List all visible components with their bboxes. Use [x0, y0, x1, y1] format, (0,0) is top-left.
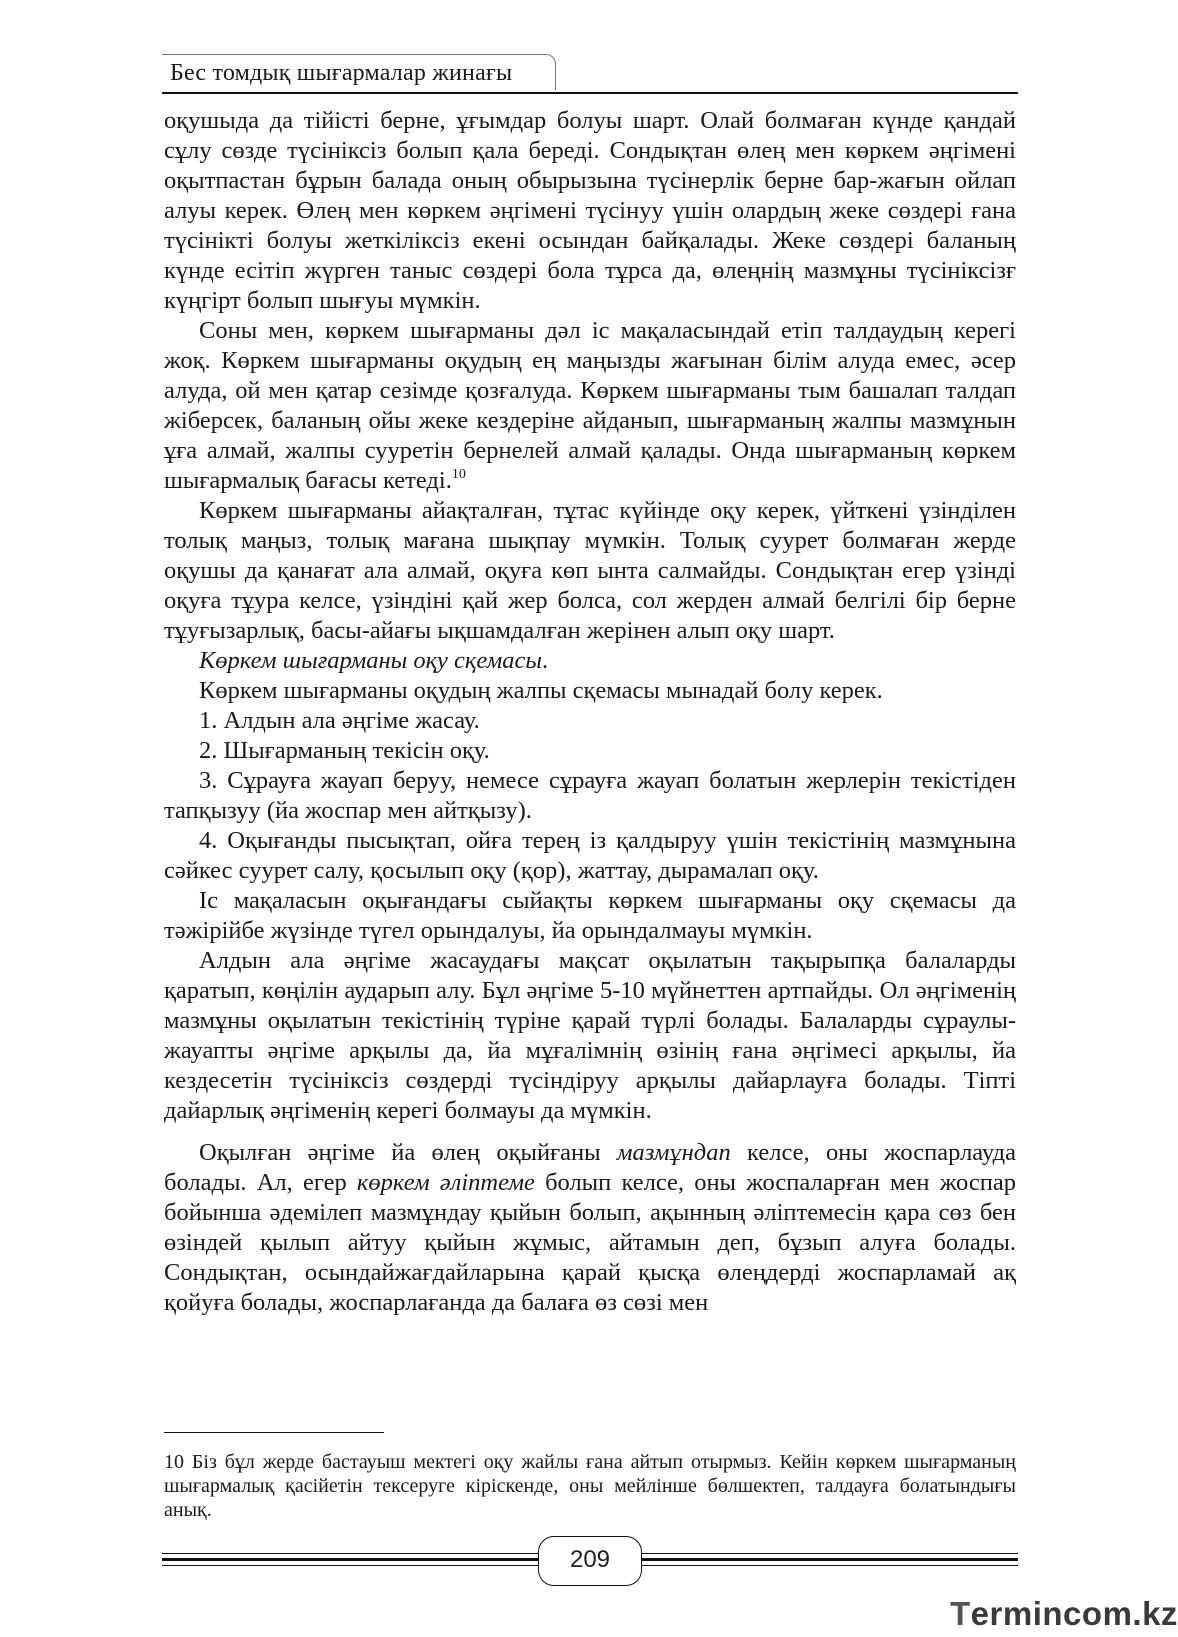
page-number-rule	[636, 1558, 1018, 1561]
footnote-10: 10 Біз бұл жерде бастауыш мектегі оқу жайлы ғана айтып отырмыз. Кейін көркем шығарманың шығармалық қасійетін тексеруге кірiскенде, оны мейлінше бөлшектеп, талдауға болатындығы анық.	[164, 1451, 1016, 1521]
footnote-rule	[164, 1432, 384, 1433]
watermark-t: T	[950, 1595, 971, 1632]
list-item: 3. Сұрауға жауап беруу, немесе сұрауға жауап болатын жерлерін текістіден тапқызуу (йа жоспар мен айтқызу).	[164, 767, 1016, 824]
paragraph-4: Іс мақаласын оқығандағы сыйақты көркем шығарманы оқу сқемасы да тәжірійбе жүзінде түгел орындалуы, йа орындалмауы мүмкін.	[164, 887, 1016, 944]
paragraph-6-part-b: келсе, оны жоспарлауда болады. Ал, егер	[164, 1139, 1016, 1196]
scheme-intro: Көркем шығарманы оқудың жалпы сқемасы мынадай болу керек.	[199, 677, 883, 704]
footnote-ref[interactable]: 10	[451, 467, 466, 482]
list-item: 1. Алдын ала әңгіме жасау.	[199, 707, 480, 734]
header-rule	[162, 92, 1018, 94]
paragraph-6-emphasis-1: мазмұндап	[616, 1139, 731, 1166]
watermark-mid: erminc	[970, 1595, 1082, 1632]
page-number-rule	[162, 1553, 542, 1554]
paragraph-3: Көркем шығарманы айақталған, тұтас күйінде оқу керек, үйткені үзінділен толық маңыз, толық мағана шықпау мүмкін. Толық суурет болмаған жерде оқушы да қанағат ала алмай, оқуға көп ынта салмайды. Сондықтан егер үзінді оқуға тұура келсе, үзіндіні қай жер болса, сол жерден алмай белгілі бір берне тұуғызарлық, басы-айағы ықшамдалған жерінен алып оқу шарт.	[164, 497, 1016, 644]
paragraph-2-text: Соны мен, көркем шығарманы дәл іс мақаласындай етіп талдаудың керегі жоқ. Көркем шығарманы оқудың ең маңызды жағынан білім алуда емес, әсер алуда, ой мен қатар сезімде қозғалуда. Көркем шығарманы тым башалап талдап жіберсек, баланың ойы жеке кездеріне айданып, шығарманың жалпы мазмұнын ұға алмай, жалпы сууретін бернелей алмай қалады. Онда шығарманың көркем шығармалық бағасы кетеді.	[164, 317, 1016, 494]
watermark-suffix: m.kz	[1102, 1595, 1178, 1632]
scheme-heading-punct: .	[542, 647, 549, 674]
page-number-rule	[636, 1553, 1018, 1554]
watermark-logo	[950, 1596, 1178, 1632]
page-number: 209	[538, 1536, 642, 1586]
paragraph-2	[164, 316, 1016, 496]
page-number-rule	[636, 1565, 1018, 1566]
scheme-heading	[164, 646, 1016, 676]
paragraph-5: Алдын ала әңгіме жасаудағы мақсат оқылатын тақырыпқа балаларды қаратып, көңілін аударып алу. Бұл әңгіме 5-10 мүйнеттен артпайды. Ол әңгіменің мазмұны оқылатын текістінің түріне қарай түрлі болады. Балаларды сұраулы-жауапты әңгіме арқылы да, йа мұғалімнің өзінің ғана әңгімесі арқылы, йа кездесетін түсініксіз сөздерді түсіндіруу арқылы дайарлауға болады. Тіпті дайарлық әңгіменің керегі болмауы да мүмкін.	[164, 947, 1016, 1124]
watermark-o: o	[1081, 1595, 1103, 1632]
running-header-title: Бес томдық шығармалар жинағы	[170, 60, 513, 86]
paragraph-1: оқушыда да тійісті берне, ұғымдар болуы шарт. Олай болмаған күнде қандай сұлу сөзде түсініксіз болып қала береді. Сондықтан өлең мен көркем әңгімені оқытпастан бұрын балада оның обырызына түсінерлік берне бар-жағын ойлап алуы керек. Өлең мен көркем әңгімені түсінуу үшін олардың жеке сөздері ғана түсінікті болуы жеткіліксіз екені осындан байқалады. Жеке сөздері баланың күнде есітіп жүрген таныс сөздері бола тұрса да, өлеңнің мазмұны түсініксізғ күңгірт болып шығуы мүмкін.	[164, 107, 1016, 314]
body-text	[164, 106, 1016, 1318]
paragraph-6-part-a: Оқылған әңгіме йа өлең оқыйғаны	[199, 1139, 617, 1166]
paragraph-6	[164, 1138, 1016, 1318]
paragraph-6-part-c: болып келсе, оны жоспаларған мен жоспар бойынша әдемілеп мазмұндау қыйын болып, ақынның әліптемесін қара сөз бен өзіндей қылып айтуу қыйын жұмыс, айтамын деп, бұзып алуға болады. Сондықтан, осындайжағдайларына қарай қысқа өлеңдерді жоспарламай ақ қойуға болады, жоспарлағанда да балаға өз сөзі мен	[164, 1169, 1017, 1316]
page-number-rule	[162, 1565, 542, 1566]
paragraph-6-emphasis-2: көркем әліптеме	[356, 1169, 535, 1196]
list-item: 4. Оқығанды пысықтап, ойға терең із қалдыруу үшін текістінің мазмұнына сәйкес суурет салу, қосылып оқу (қор), жаттау, дырамалап оқу.	[164, 827, 1016, 884]
page-number-rule	[162, 1558, 542, 1561]
scheme-heading-text: Көркем шығарманы оқу сқемасы	[199, 647, 542, 674]
list-item: 2. Шығарманың текісін оқу.	[199, 737, 490, 764]
